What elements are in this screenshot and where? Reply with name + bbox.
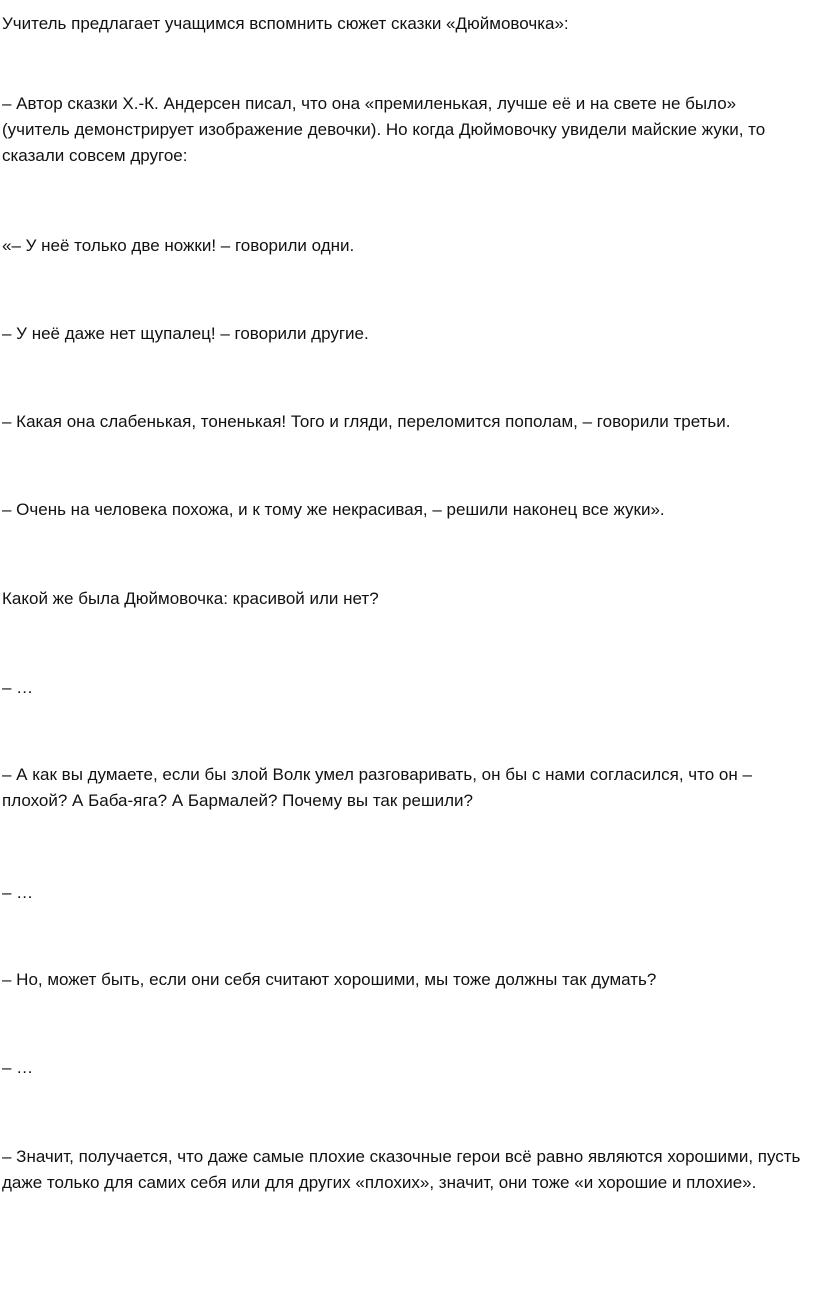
paragraph-answer-placeholder-2: – … [2,883,34,902]
paragraph-wolf-question: – А как вы думаете, если бы злой Волк умел разговаривать, он бы с нами согласился, что он – плохой? А Баба-яга? А Бармалей? Почему вы так решили? [2,765,752,810]
paragraph-author-quote: – Автор сказки Х.-К. Андерсен писал, что она «премиленькая, лучше её и на свете не было» (учитель демонстрирует изображение девочки). Но когда Дюймовочку увидели майские жуки, то сказали совсем другое: [2,94,766,165]
paragraph-answer-placeholder-1: – … [2,678,34,697]
paragraph-should-we-think: – Но, может быть, если они себя считают хорошими, мы тоже должны так думать? [2,970,657,989]
paragraph-intro: Учитель предлагает учащимся вспомнить сюжет сказки «Дюймовочка»: [2,14,569,33]
paragraph-question-beauty: Какой же была Дюймовочка: красивой или нет? [2,589,379,608]
paragraph-beetles-legs: «– У неё только две ножки! – говорили одни. [2,236,355,255]
paragraph-beetles-weak: – Какая она слабенькая, тоненькая! Того и гляди, переломится пополам, – говорили третьи. [2,412,731,431]
paragraph-beetles-tentacles: – У неё даже нет щупалец! – говорили другие. [2,324,369,343]
paragraph-beetles-ugly: – Очень на человека похожа, и к тому же некрасивая, – решили наконец все жуки». [2,500,665,519]
paragraph-conclusion: – Значит, получается, что даже самые плохие сказочные герои всё равно являются хорошими, пусть даже только для самих себя или для других «плохих», значит, они тоже «и хорошие и плохие». [2,1147,801,1192]
paragraph-answer-placeholder-3: – … [2,1058,34,1077]
